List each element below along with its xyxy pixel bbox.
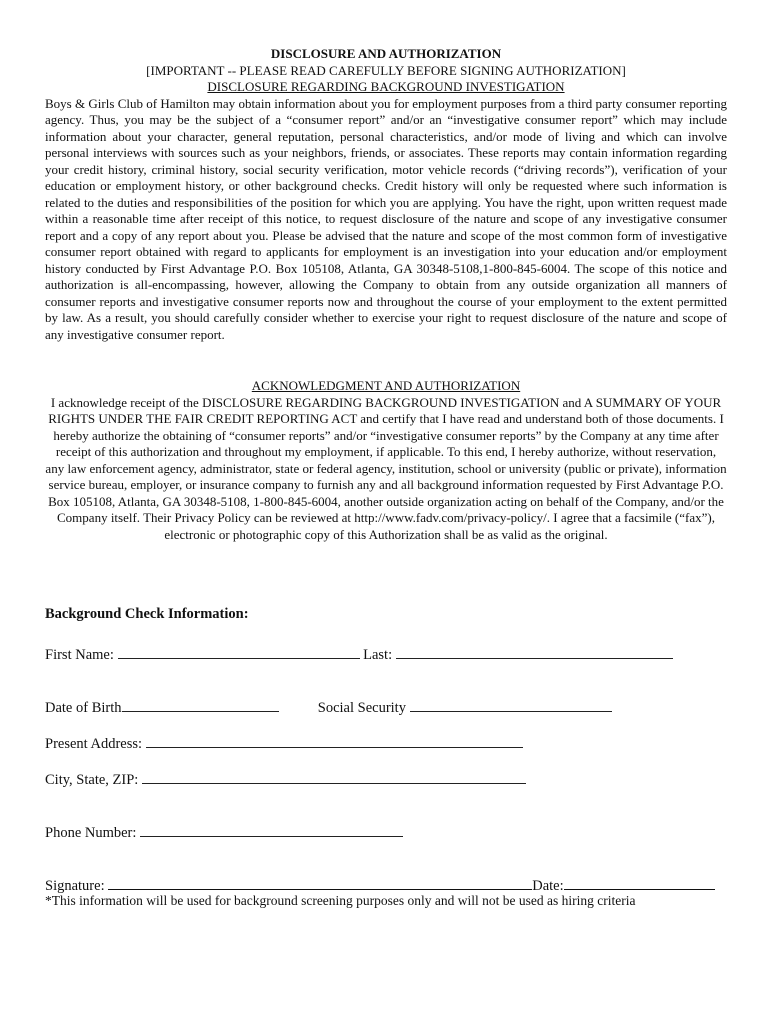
date-label: Date: xyxy=(532,878,564,894)
city-state-zip-label: City, State, ZIP: xyxy=(45,772,139,788)
signature-field[interactable] xyxy=(108,875,532,890)
phone-label: Phone Number: xyxy=(45,825,137,841)
phone-row xyxy=(45,822,403,842)
first-name-field[interactable] xyxy=(118,644,360,659)
name-row xyxy=(45,644,673,664)
disclosure-paragraph: Boys & Girls Club of Hamilton may obtain information about you for employment purposes from a third party consumer reporting agency. Thus, you may be the subject of a “consumer report” and/or an “investigative consumer report” which may include information about your character, general reputation, personal characteristics, and/or mode of living and which can involve personal interviews with sources such as your neighbors, friends, or associates. These reports may contain information regarding your credit history, criminal history, social security verification, motor vehicle records (“driving records”), verification of your education or employment history, or other background checks. Credit history will only be requested where such information is related to the duties and responsibilities of the position for which you are applying. You have the right, upon written request made within a reasonable time after receipt of this notice, to request disclosure of the nature and scope of any investigative consumer report and a copy of any report about you. Please be advised that the nature and scope of the most common form of investigative consumer report obtained with regard to applicants for employment is an investigation into your education and/or employment history conducted by First Advantage P.O. Box 105108, Atlanta, GA 30348-5108,1-800-845-6004. The scope of this notice and authorization is all-encompassing, however, allowing the Company to obtain from any outside organization all manners of consumer reports and investigative consumer reports now and throughout the course of your employment to the extent permitted by law. As a result, you should carefully consider whether to exercise your right to request disclosure of the nature and scope of any investigative consumer report. xyxy=(45,95,727,342)
address-field[interactable] xyxy=(146,733,523,748)
document-title: DISCLOSURE AND AUTHORIZATION xyxy=(270,46,502,61)
date-field[interactable] xyxy=(564,875,715,890)
form-section-title: Background Check Information: xyxy=(45,606,249,622)
dob-field[interactable] xyxy=(122,697,279,712)
footnote: *This information will be used for background screening purposes only and will not be used as hiring criteria xyxy=(45,893,636,908)
ssn-field[interactable] xyxy=(410,697,612,712)
last-name-field[interactable] xyxy=(396,644,673,659)
first-name-label: First Name: xyxy=(45,647,114,663)
acknowledgment-paragraph: I acknowledge receipt of the DISCLOSURE REGARDING BACKGROUND INVESTIGATION and A SUMMARY OF YOUR RIGHTS UNDER THE FAIR CREDIT REPORTING ACT and certify that I have read and understand both of those documents. I hereby authorize the obtaining of “consumer reports” and/or “investigative consumer reports” by the Company at any time after receipt of this authorization and throughout my employment, if applicable. To this end, I hereby authorize, without reservation, any law enforcement agency, administrator, state or federal agency, institution, school or university (public or private), information service bureau, employer, or insurance company to furnish any and all background information requested by First Advantage P.O. Box 105108, Atlanta, GA 30348-5108, 1-800-845-6004, another outside organization acting on behalf of the Company, and/or the Company itself. Their Privacy Policy can be reviewed at http://www.fadv.com/privacy-policy/. I agree that a facsimile (“fax”), electronic or photographic copy of this Authorization shall be as valid as the original. xyxy=(45,394,727,542)
city-state-zip-field[interactable] xyxy=(142,769,526,784)
last-name-label: Last: xyxy=(363,647,393,663)
phone-field[interactable] xyxy=(140,822,403,837)
disclosure-heading: DISCLOSURE REGARDING BACKGROUND INVESTIGATION xyxy=(207,79,565,94)
dob-label: Date of Birth xyxy=(45,700,122,716)
address-label: Present Address: xyxy=(45,736,143,752)
signature-label: Signature: xyxy=(45,878,105,894)
important-notice: [IMPORTANT -- PLEASE READ CAREFULLY BEFORE SIGNING AUTHORIZATION] xyxy=(146,62,626,78)
signature-row xyxy=(45,875,715,895)
ssn-label: Social Security xyxy=(317,700,406,716)
acknowledgment-heading: ACKNOWLEDGMENT AND AUTHORIZATION xyxy=(251,378,521,393)
dob-ssn-row xyxy=(45,697,612,717)
address-row xyxy=(45,733,523,753)
document-page xyxy=(45,46,727,543)
city-row xyxy=(45,769,526,789)
